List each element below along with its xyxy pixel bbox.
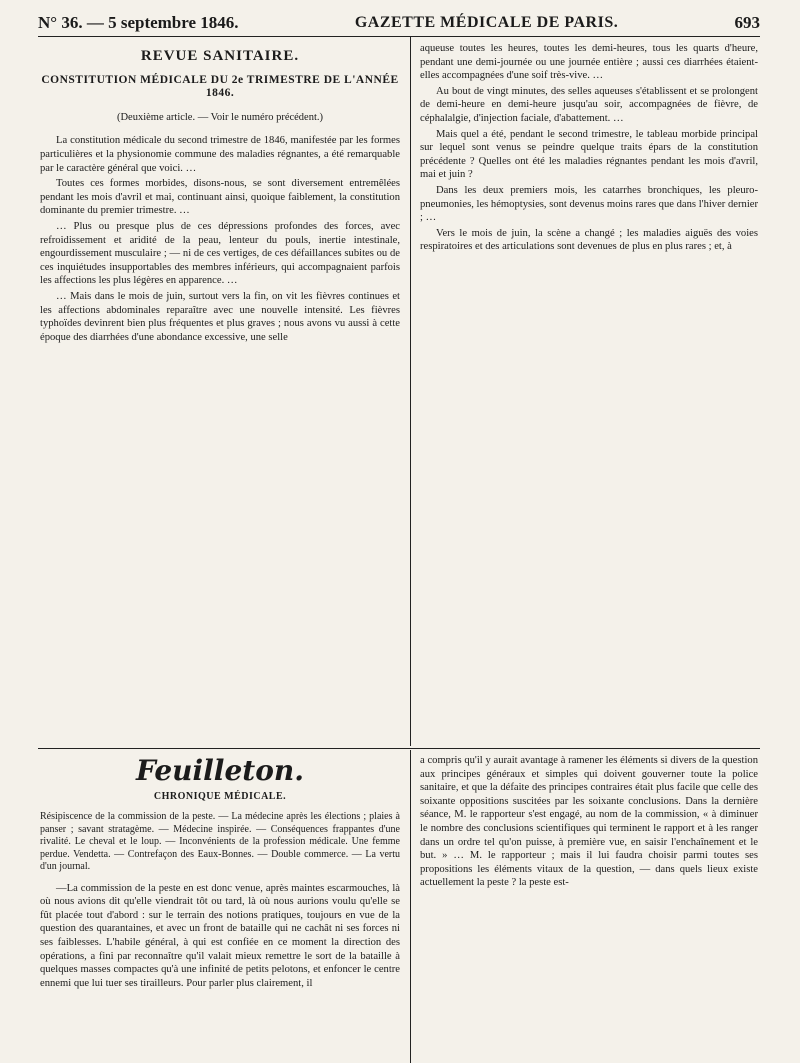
page-number: 693 <box>734 13 760 32</box>
paragraph: … Mais dans le mois de juin, surtout vers la fin, on vit les fièvres continues et les affections abdominales reparaître avec une nouvelle intensité. Les fièvres typhoïdes devinrent bien plus fréquentes et plus graves ; nous avons vu aussi à cette époque des diarrhées d'une abondance excessive, une selle <box>40 290 400 343</box>
paragraph: Dans les deux premiers mois, les catarrhes bronchiques, les pleuro-pneumonies, les hémoptysies, sont devenus moins rares que dans l'hiver dernier ; … <box>420 184 758 224</box>
section-title: REVUE SANITAIRE. <box>140 48 300 64</box>
paragraph: Mais quel a été, pendant le second trimestre, le tableau morbide principal sur lequel sont venus se peindre quelque traits épars de la constitution précédente ? Quelles ont été les maladies régnantes pendant les mois d'avril, mai et juin ? <box>420 128 758 181</box>
article-left-column <box>40 44 400 346</box>
header-rule <box>38 36 760 37</box>
column-divider-top <box>410 36 411 746</box>
issue-date: N° 36. — 5 septembre 1846. <box>38 13 239 32</box>
feuilleton-right-column <box>420 754 758 892</box>
paragraph: —La commission de la peste en est donc venue, après maintes escarmouches, là où nous avions dit qu'elle viendrait tôt ou tard, là où nous aurions voulu qu'elle se fût placée tout d'abord : sur le terrain des notions pratiques, toujours en vue de la question des quarantaines, et avec un front de bataille qui ne cachât ni ses forces ni ses faiblesses. L'habile général, à qui est confiée en ce moment la direction des opérations, a fini par reconnaître qu'il valait mieux remettre le sort de la bataille à quelques masses compactes qu'à une infinité de petits pelotons, et enfoncer le centre ennemi que lui tuer ses tirailleurs. Pour parler plus clairement, il <box>40 882 400 989</box>
feuilleton-rule <box>38 748 760 749</box>
article-subtitle: (Deuxième article. — Voir le numéro précédent.) <box>116 111 324 123</box>
journal-title: GAZETTE MÉDICALE DE PARIS. <box>354 14 619 31</box>
chronique-title: CHRONIQUE MÉDICALE. <box>153 790 287 802</box>
page-header <box>38 12 760 34</box>
chronique-summary <box>40 811 400 874</box>
column-divider-bottom <box>410 750 411 1063</box>
feuilleton-left-column <box>40 756 400 992</box>
paragraph: Vers le mois de juin, la scène a changé ; les maladies aiguës des voies respiratoires et des articulations sont devenues de plus en plus rares ; et, à <box>420 227 758 253</box>
paragraph: a compris qu'il y aurait avantage à ramener les éléments si divers de la question aux principes généraux et simples qui doivent gouverner toute la police sanitaire, et que la défaite des principes contraires était plus facile que celle des soixante oppositions suscitées par les soixante conclusions. Dans la dernière séance, M. le rapporteur s'est engagé, au nom de la commission, « à diminuer le nombre des conclusions scientifiques qui terminent le rapport et à les ranger dans un ordre tel qu'on puisse, à première vue, en saisir l'enchaînement et le but. » … M. le rapporteur ; mais il lui faudra choisir parmi toutes ses propositions les éléments vitaux de la question, — dans quels lieux existe actuellement la peste ? la peste est- <box>420 755 758 889</box>
paragraph: Toutes ces formes morbides, disons-nous, se sont diversement entremêlées pendant les mois d'avril et mai, continuant ainsi, quoique faiblement, la constitution dominante du premier trimestre. … <box>40 178 400 217</box>
article-right-column <box>420 42 758 256</box>
summary-text: Résipiscence de la commission de la peste. — La médecine après les élections ; plaies à panser ; savant stratagème. — Médecine inspirée. — Conséquences frappantes d'une rivalité. Le cheval et le loup. — Inconvénients de la profession médicale. Une femme perdue. Vendetta. — Contrefaçon des Eaux-Bonnes. — Double commerce. — La vertu d'un journal. <box>40 811 400 873</box>
paragraph: aqueuse toutes les heures, toutes les demi-heures, tous les quarts d'heure, pendant une demi-journée ou une journée entière ; aussi ces diarrhées étaient-elles accompagnées d'une soif très-vive. … <box>420 43 758 82</box>
feuilleton-heading: Feuilleton. <box>136 754 304 787</box>
paragraph: La constitution médicale du second trimestre de 1846, manifestée par les formes particulières et la physionomie commune des maladies régnantes, a été remarquable par le caractère général que voici. … <box>40 135 400 174</box>
paragraph: Au bout de vingt minutes, des selles aqueuses s'établissent et se prolongent de demi-heure en demi-heure jusqu'au soir, accompagnées de fièvre, de céphalalgie, d'injection faciale, d'abattement. … <box>420 85 758 124</box>
article-title: CONSTITUTION MÉDICALE DU 2e TRIMESTRE DE L'ANNÉE 1846. <box>41 73 399 100</box>
paragraph: … Plus ou presque plus de ces dépressions profondes des forces, avec refroidissement et aridité de la peau, lenteur du pouls, inertie intestinale, engourdissement musculaire ; — ni de ces vertiges, de ces défaillances subites ou de ces inquiétudes insupportables des membres inférieurs, qui accompagnaient parfois les affections les plus légères en apparence. … <box>40 220 400 287</box>
